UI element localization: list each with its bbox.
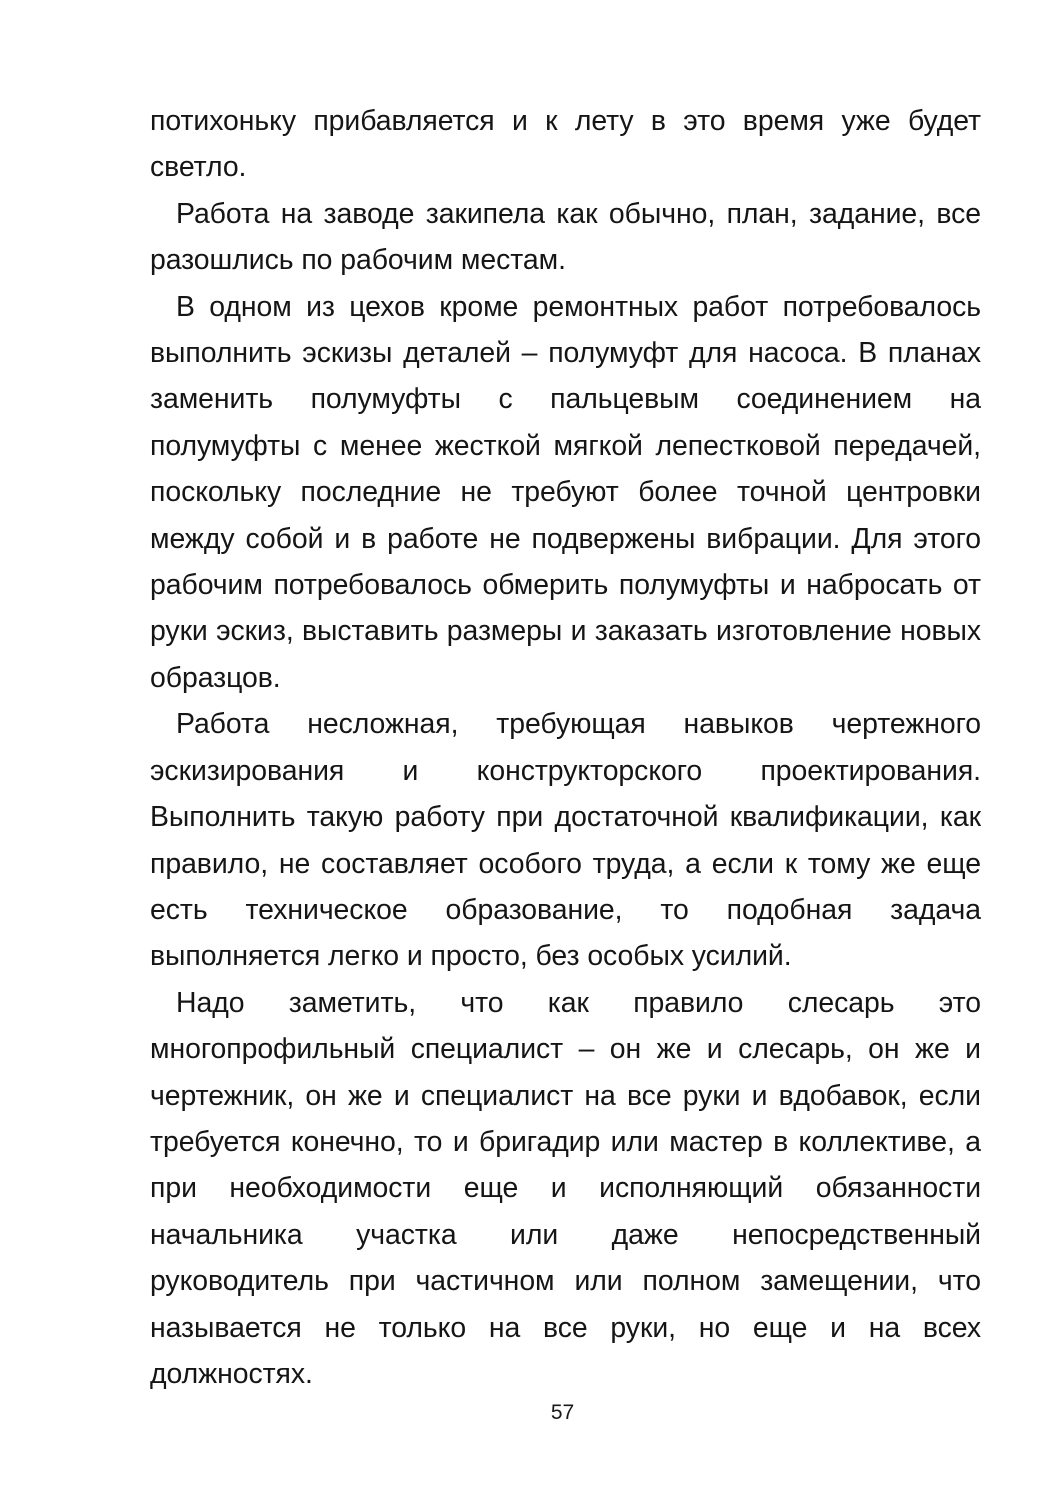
paragraph-4: Работа несложная, требующая навыков чертежного эскизирования и конструкторского проектирования. Выполнить такую работу при достаточной квалификации, как правило, не составляет особого труда, а если к тому же еще есть техническое образование, то подобная задача выполняется легко и просто, без особых усилий. xyxy=(150,708,981,973)
body-text-column xyxy=(150,98,981,1397)
page-number: 57 xyxy=(550,1401,575,1424)
paragraph-3: В одном из цехов кроме ремонтных работ потребовалось выполнить эскизы деталей – полумуфт для насоса. В планах заменить полумуфты с пальцевым соединением на полумуфты с менее жесткой мягкой лепестковой передачей, поскольку последние не требуют более точной центровки между собой и в работе не подвержены вибрации. Для этого рабочим потребовалось обмерить полумуфты и набросать от руки эскиз, выставить размеры и заказать изготовление новых образцов. xyxy=(150,290,981,694)
paragraph-5: Надо заметить, что как правило слесарь это многопрофильный специалист – он же и слесарь, он же и чертежник, он же и специалист на все руки и вдобавок, если требуется конечно, то и бригадир или мастер в коллективе, а при необходимости еще и исполняющий обязанности начальника участка или даже непосредственный руководитель при частичном или полном замещении, что называется не только на все руки, но еще и на всех должностях. xyxy=(150,986,981,1390)
paragraph-2: Работа на заводе закипела как обычно, план, задание, все разошлись по рабочим местам. xyxy=(150,197,981,277)
paragraph-1: потихоньку прибавляется и к лету в это время уже будет светло. xyxy=(150,105,981,184)
